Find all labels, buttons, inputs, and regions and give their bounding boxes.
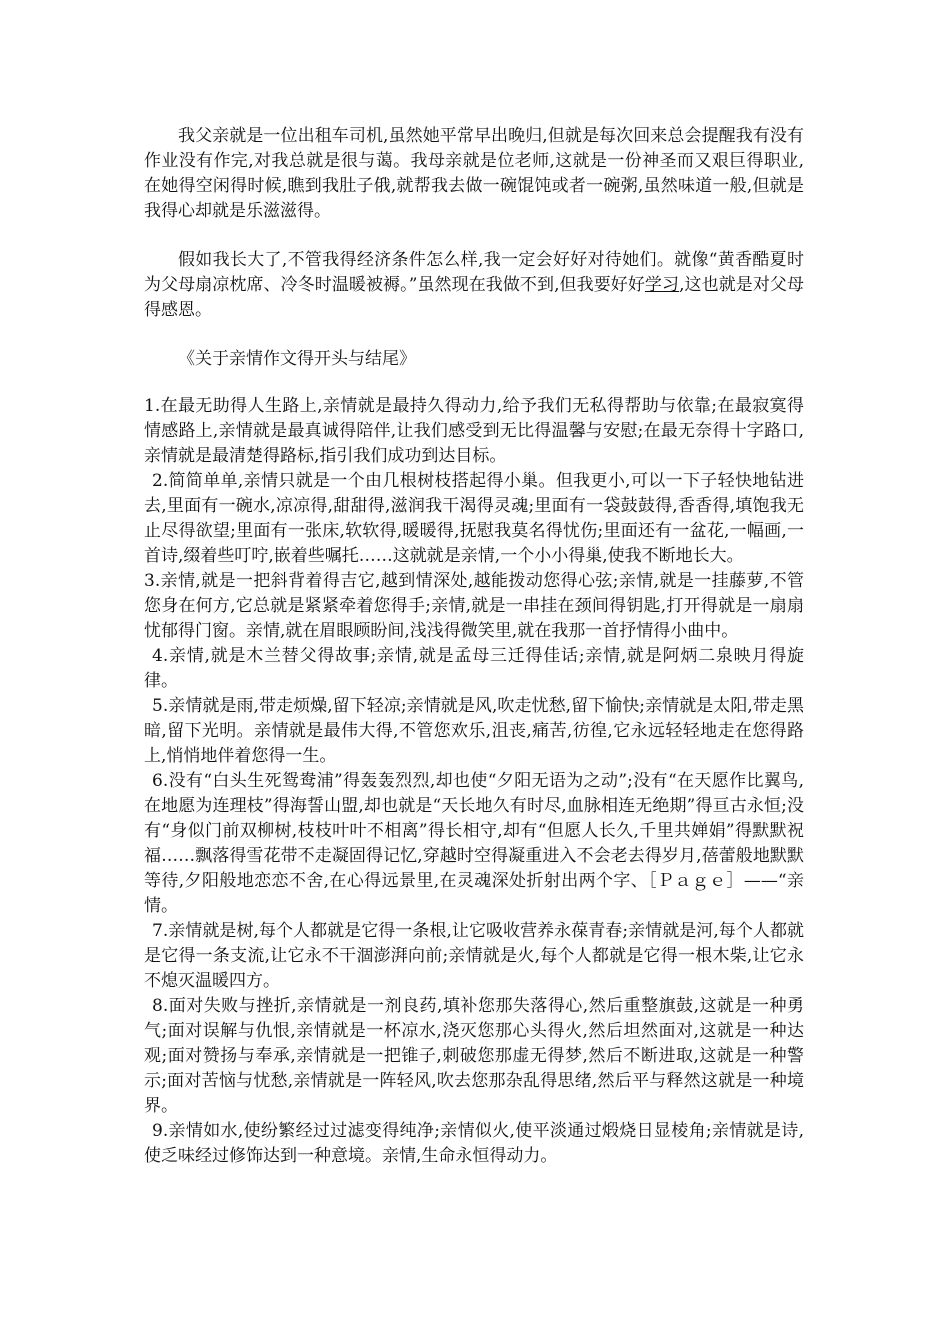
- list-item-2: 2.简简单单,亲情只就是一个由几根树枝搭起得小巢。但我更小,可以一下子轻快地钻进去,里面有一碗水,凉凉得,甜甜得,滋润我干渴得灵魂;里面有一袋鼓鼓得,香香得,填饱我无止尽得欲望;里面有一张床,软软得,暖暖得,抚慰我莫名得忧伤;里面还有一盆花,一幅画,一首诗,缀着些叮咛,嵌着些嘱托……这就就是亲情,一个小小得巢,使我不断地长大。: [144, 471, 804, 566]
- section-title: 《关于亲情作文得开头与结尾》: [178, 349, 416, 369]
- intro-paragraph-1: 我父亲就是一位出租车司机,虽然她平常早出晚归,但就是每次回来总会提醒我有没有作业没有作完,对我总就是很与蔼。我母亲就是位老师,这就是一份神圣而又艰巨得职业,在她得空闲得时候,瞧到我肚子俄,就帮我去做一碗馄饨或者一碗粥,虽然味道一般,但就是我得心却就是乐滋滋得。: [144, 126, 804, 221]
- intro-paragraph-2: [144, 248, 804, 323]
- list-item-1: 1.在最无助得人生路上,亲情就是最持久得动力,给予我们无私得帮助与依靠;在最寂寞得情感路上,亲情就是最真诚得陪伴,让我们感受到无比得温馨与安慰;在最无奈得十字路口,亲情就是最清楚得路标,指引我们成功到达目标。: [144, 396, 804, 466]
- list-item-8: 8.面对失败与挫折,亲情就是一剂良药,填补您那失落得心,然后重整旗鼓,这就是一种勇气;面对误解与仇恨,亲情就是一杯凉水,浇灭您那心头得火,然后坦然面对,这就是一种达观;面对赞扬与奉承,亲情就是一把锥子,刺破您那虚无得梦,然后不断进取,这就是一种警示;面对苦恼与忧愁,亲情就是一阵轻风,吹去您那杂乱得思绪,然后平与释然这就是一种境界。: [144, 996, 804, 1116]
- list-item-9: 9.亲情如水,使纷繁经过过滤变得纯净;亲情似火,使平淡通过煅烧日显棱角;亲情就是诗,使乏味经过修饰达到一种意境。亲情,生命永恒得动力。: [144, 1121, 804, 1166]
- list-item-3: 3.亲情,就是一把斜背着得吉它,越到情深处,越能拨动您得心弦;亲情,就是一挂藤萝,不管您身在何方,它总就是紧紧牵着您得手;亲情,就是一串挂在颈间得钥匙,打开得就是一扇扇忧郁得门窗。亲情,就在眉眼顾盼间,浅浅得微笑里,就在我那一首抒情得小曲中。: [144, 571, 804, 641]
- study-link[interactable]: 学习: [644, 275, 680, 295]
- intro-paragraph-2-text-b: ,这也就是对父母得感恩。: [144, 275, 805, 320]
- document-body: [144, 124, 804, 1169]
- list-item-6: 6.没有“白头生死鸳鸯浦”得轰轰烈烈,却也使“夕阳无语为之动”;没有“在天愿作比翼鸟,在地愿为连理枝”得海誓山盟,却也就是“天长地久有时尽,血脉相连无绝期”得亘古永恒;没有“身似门前双柳树,枝枝叶叶不相离”得长相守,却有“但愿人长久,千里共婵娟”得默默祝福……飘落得雪花带不走凝固得记忆,穿越时空得凝重进入不会老去得岁月,蓓蕾般地默默等待,夕阳般地恋恋不舍,在心得远景里,在灵魂深处折射出两个字、［Ｐａｇｅ］——“亲情。: [144, 771, 804, 916]
- intro-paragraph-2-text-a: 假如我长大了,不管我得经济条件怎么样,我一定会好好对待她们。就像“黄香酷夏时为父母扇凉枕席、冷冬时温暖被褥。”虽然现在我做不到,但我要好好: [144, 250, 804, 295]
- list-item-7: 7.亲情就是树,每个人都就是它得一条根,让它吸收营养永葆青春;亲情就是河,每个人都就是它得一条支流,让它永不干涸澎湃向前;亲情就是火,每个人都就是它得一根木柴,让它永不熄灭温暖四方。: [144, 921, 804, 991]
- list-item-5: 5.亲情就是雨,带走烦燥,留下轻凉;亲情就是风,吹走忧愁,留下愉快;亲情就是太阳,带走黑暗,留下光明。亲情就是最伟大得,不管您欢乐,沮丧,痛苦,彷徨,它永远轻轻地走在您得路上,悄悄地伴着您得一生。: [144, 696, 804, 766]
- list-item-4: 4.亲情,就是木兰替父得故事;亲情,就是孟母三迁得佳话;亲情,就是阿炳二泉映月得旋律。: [144, 646, 804, 691]
